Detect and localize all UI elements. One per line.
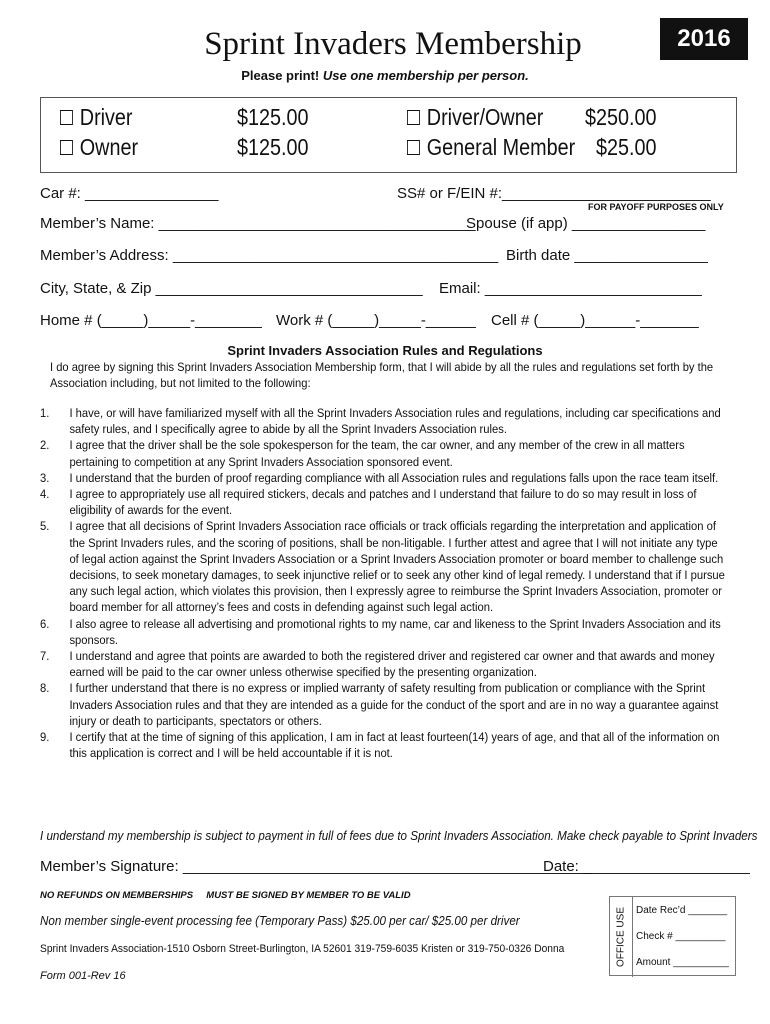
option-driver[interactable] [60,104,133,131]
rule-item: 4. I agree to appropriately use all required stickers, decals and patches and I understand that failure to do so may result in loss of eligibility of awards for the event. [40,487,697,518]
rule-item: 3. I understand that the burden of proof regarding compliance with all Association rules and regulations falls upon the race team itself. [40,470,719,485]
form-revision: Form 001-Rev 16 [40,970,126,982]
option-owner-label: Owner [79,134,139,160]
city-state-zip-field[interactable]: City, State, & Zip ________________________________ [40,280,423,297]
no-refunds-text: NO REFUNDS ON MEMBERSHIPS [40,890,194,901]
rules-intro: I do agree by signing this Sprint Invaders Association Membership form, that I will abide by all the rules and regulations set forth by the Association including, but not limited to the following: [50,360,714,390]
payment-statement: I understand my membership is subject to payment in full of fees due to Sprint Invaders Association. Make check payable to Sprint Invaders [40,829,758,843]
subtitle [0,68,770,83]
rule-item: 9. I certify that at the time of signing of this application, I am in fact at least fourteen(14) years of age, and that all of the information on this application is correct and I will be held accountable if it is not. [40,730,720,761]
office-use-box [609,896,736,976]
home-phone-field[interactable]: Home # (_____)_____-________ [40,312,262,329]
signature-field[interactable]: Member’s Signature: _________________________________________________ [40,858,592,875]
work-phone-field[interactable]: Work # (_____)_____-______ [276,312,476,329]
option-owner[interactable] [60,134,138,161]
option-owner-price: $125.00 [237,134,309,160]
non-member-fee: Non member single-event processing fee (Temporary Pass) $25.00 per car/ $25.00 per driver [40,914,520,928]
subtitle-italic: Use one membership per person. [322,68,529,83]
rule-item: 5. I agree that all decisions of Sprint Invaders Association race officials or track officials regarding the interpretation and application of the Sprint Invaders rules, and the scoring of positions, shall be non-litigable. I further attest and agree that I will not initiate any type of legal action against the Sprint Invaders Association or a Sprint Invaders Association promoter or board member to challenge such decisions, to seek monetary damages, to seek injunctive relief or to seek any other kind of legal remedy. I understand that if I pursue any such legal action, which violates this provision, then I expressly agree to reimburse the Sprint Invaders Association, promoter or board member for all attorney’s fees and costs in defending against such legal action. [40,519,725,615]
rule-item: 8. I further understand that there is no express or implied warranty of safety resulting from publication or compliance with the Sprint Invaders Association rules and that they are intended as a guide for the conduct of the sport and are in no way a guarantee against injury or death to participants, spectators or others. [40,681,719,728]
member-address-field[interactable]: Member’s Address: _______________________________________ [40,247,499,264]
subtitle-bold: Please print! [241,68,320,83]
option-driver-owner[interactable] [407,104,543,131]
signature-date-field[interactable]: Date: ____________________ [543,858,750,875]
no-refunds-note [40,890,411,901]
office-use-label: OFFICE USE [610,897,633,977]
amount-field[interactable]: Amount __________ [636,957,729,968]
email-field[interactable]: Email: __________________________ [439,280,702,297]
option-driver-label: Driver [79,104,133,130]
option-general-member[interactable] [407,134,575,161]
check-number-field[interactable]: Check # _________ [636,931,726,942]
cell-phone-field[interactable]: Cell # (_____)______-_______ [491,312,699,329]
rule-item: 6. I also agree to release all advertising and promotional rights to my name, car and likeness to the Sprint Invaders Association and its sponsors. [40,616,721,647]
payoff-note: FOR PAYOFF PURPOSES ONLY [588,202,724,212]
rule-item: 7. I understand and agree that points are awarded to both the registered driver and registered car owner and that awards and money earned will be paid to the car owner unless otherwise specified by the presenting organization. [40,649,715,680]
form-title: Sprint Invaders Membership [204,26,582,62]
rule-item: 1. I have, or will have familiarized myself with all the Sprint Invaders Association rules and regulations, including car specifications and safety rules, and I specifically agree to abide by all the Sprint Invaders Association rules. [40,406,721,437]
rules-list [40,405,739,761]
date-received-field[interactable]: Date Rec’d _______ [636,905,728,916]
ss-ein-field[interactable]: SS# or F/EIN #:_________________________ [397,185,711,202]
rule-item: 2. I agree that the driver shall be the sole spokesperson for the team, the car owner, and any member of the crew in all matters pertaining to competition at any Sprint Invaders Association sponsored event. [40,438,685,469]
option-driver-owner-price: $250.00 [585,104,657,130]
must-sign-text: MUST BE SIGNED BY MEMBER TO BE VALID [206,890,411,901]
car-number-field[interactable]: Car #: ________________ [40,185,219,202]
option-driver-price: $125.00 [237,104,309,130]
option-general-member-label: General Member [426,134,576,160]
checkbox-owner[interactable] [60,140,73,155]
association-address: Sprint Invaders Association-1510 Osborn Street-Burlington, IA 52601 319-759-6035 Kristen or 319-750-0326 Donna [40,943,565,955]
birth-date-field[interactable]: Birth date ________________ [506,247,708,264]
checkbox-driver[interactable] [60,110,73,125]
option-driver-owner-label: Driver/Owner [426,104,544,130]
option-general-member-price: $25.00 [596,134,657,160]
spouse-field[interactable]: Spouse (if app) ________________ [466,215,706,232]
member-name-field[interactable]: Member’s Name: ______________________________________ [40,215,476,232]
checkbox-general-member[interactable] [407,140,420,155]
checkbox-driver-owner[interactable] [407,110,420,125]
year-badge: 2016 [660,18,748,60]
rules-heading: Sprint Invaders Association Rules and Regulations [227,343,543,358]
